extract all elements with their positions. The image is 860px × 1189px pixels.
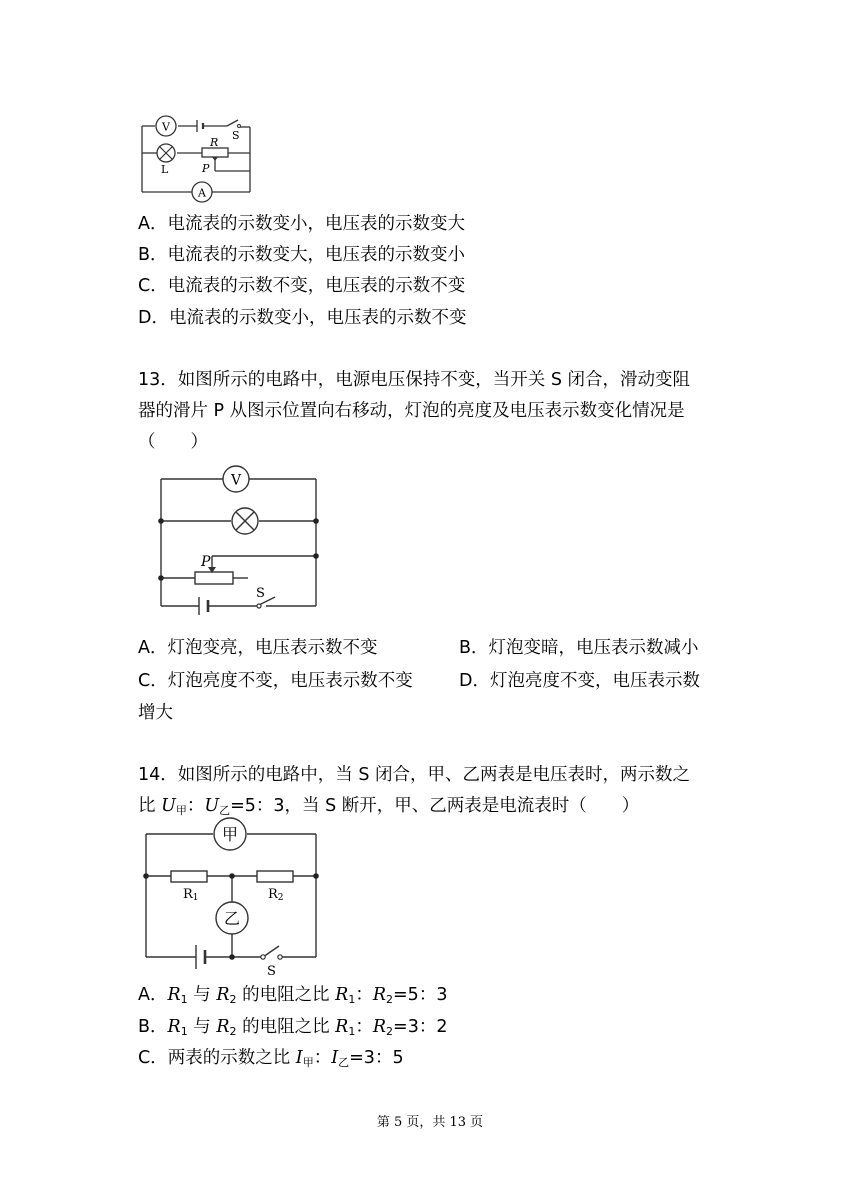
q12-option-a[interactable]: A．电流表的示数变小，电压表的示数变大 [138,214,465,234]
q12-lamp-label: L [161,163,169,176]
q14-switch-label: S [267,964,276,979]
q14-r2-label: R2 [268,887,284,903]
q14-meter-yi-label: 乙 [223,909,241,928]
q14-r1-label: R1 [183,887,199,903]
q12-option-c[interactable]: C．电流表的示数不变，电压表的示数不变 [138,276,466,296]
q12-ammeter-label: A [198,186,206,200]
q14-option-b[interactable]: B．$R_1$ 与 $R_2$ 的电阻之比 $R_1$：$R_2=3$：2 [138,1017,448,1038]
q14-option-a[interactable]: A．$R_1$ 与 $R_2$ 的电阻之比 $R_1$：$R_2=5$：3 [138,985,448,1006]
q14-resistor-r2 [257,871,293,882]
q13-option-d-continued: 增大 [138,703,173,723]
q13-switch-label: S [256,586,265,601]
q12-switch-label: S [232,129,240,142]
q14-meter-jia-label: 甲 [221,825,239,844]
q14-stem-line-2: 比 $U_甲$：$U_乙=5$：3，当 S 断开，甲、乙两表是电流表时（ ） [138,796,640,817]
q12-option-d[interactable]: D．电流表的示数变小，电压表的示数不变 [138,308,467,328]
q13-slider-label: P [201,554,211,570]
q12-option-b[interactable]: B．电流表的示数变大，电压表的示数变小 [138,245,466,265]
q13-answer-blank: （ ） [138,432,208,452]
q13-stem-line-2: 器的滑片 P 从图示位置向右移动，灯泡的亮度及电压表示数变化情况是 [138,401,685,421]
q13-voltmeter-label: V [230,472,242,489]
q13-option-d[interactable]: D．灯泡亮度不变，电压表示数 [459,671,700,691]
q14-option-c[interactable]: C．两表的示数之比 $I_甲$：$I_乙=3$：5 [138,1048,404,1069]
q13-option-b[interactable]: B．灯泡变暗，电压表示数减小 [459,638,699,658]
q14-stem-line-1: 14．如图所示的电路中，当 S 闭合，甲、乙两表是电压表时，两示数之 [138,765,690,785]
q13-option-a[interactable]: A．灯泡变亮，电压表示数不变 [138,638,378,658]
page-footer: 第 5 页，共 13 页 [376,1115,484,1130]
q12-slider-label: P [202,162,210,175]
q12-resistor-label: R [210,136,219,149]
q13-stem-line-1: 13．如图所示的电路中，电源电压保持不变，当开关 S 闭合，滑动变阻 [138,370,690,390]
q14-resistor-r1 [171,871,207,882]
q13-option-c[interactable]: C．灯泡亮度不变，电压表示数不变 [138,671,413,691]
q12-voltmeter-label: V [162,120,170,134]
